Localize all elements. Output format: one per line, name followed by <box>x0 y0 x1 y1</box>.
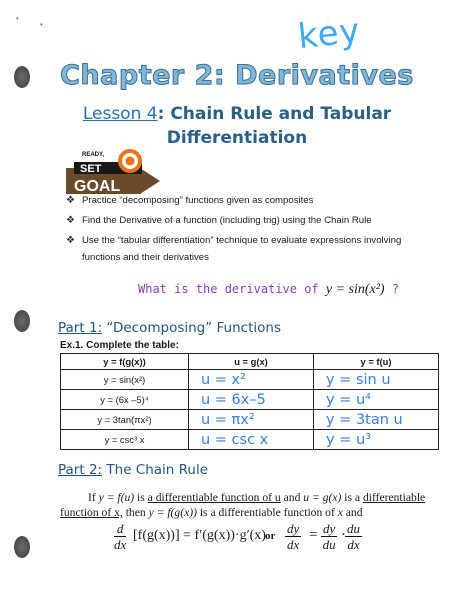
text-run: is <box>134 491 148 504</box>
text-run: then <box>122 506 149 519</box>
text-run: is a <box>341 491 363 504</box>
key-annotation: key <box>296 10 363 58</box>
question-prompt <box>138 282 399 298</box>
text-run: and <box>342 506 363 519</box>
numerator: dy <box>323 521 336 536</box>
dy-du-fraction <box>321 521 337 552</box>
goal-item <box>66 214 466 227</box>
diamond-bullet-icon: ❖ <box>66 195 75 206</box>
denominator: du <box>322 537 336 552</box>
table-header-row <box>61 354 439 370</box>
composite-function-cell: y = csc³ x <box>61 430 189 450</box>
question-math: y = sin(x²) <box>325 282 385 297</box>
binder-hole <box>14 310 30 332</box>
outer-function-answer: y = u⁴ <box>314 390 439 410</box>
question-text: What is the derivative of <box>138 282 319 296</box>
text-run: and <box>280 491 304 504</box>
lesson-heading <box>0 102 474 150</box>
text-run: If <box>88 491 99 504</box>
binder-hole <box>14 536 30 558</box>
numerator: d <box>114 521 126 537</box>
d-dx-fraction <box>114 521 126 552</box>
goal-item <box>66 234 466 247</box>
composite-function-cell: y = sin(x²) <box>61 370 189 390</box>
part2-heading <box>58 462 208 478</box>
column-header: u = g(x) <box>189 354 314 370</box>
denominator: dx <box>347 537 360 552</box>
goal-item <box>66 194 466 207</box>
goals-list <box>66 194 466 271</box>
denominator: dx <box>114 537 127 552</box>
table-row <box>61 390 439 410</box>
text-run: function of x, <box>60 506 123 519</box>
diamond-bullet-icon: ❖ <box>66 235 75 246</box>
question-mark: ? <box>384 282 400 296</box>
formula-dot: · <box>341 527 346 543</box>
logo-set-text: SET <box>80 163 102 175</box>
goal-text: Find the Derivative of a function (including trig) using the Chain Rule <box>82 215 372 226</box>
composite-function-cell: y = 3tan(πx²) <box>61 410 189 430</box>
column-header: y = f(u) <box>314 354 439 370</box>
part1-heading <box>58 320 281 336</box>
part1-title: “Decomposing” Functions <box>102 320 281 336</box>
numerator: dy <box>287 521 300 536</box>
decomposition-table <box>60 353 439 450</box>
math-run: y = f(g(x)) <box>148 506 197 519</box>
chapter-title: Chapter 2: Derivatives <box>60 60 414 91</box>
part2-title: The Chain Rule <box>102 462 209 478</box>
diamond-bullet-icon: ❖ <box>66 215 75 226</box>
part1-label: Part 1: <box>58 320 103 336</box>
math-run: x <box>337 506 343 519</box>
outer-function-answer: y = sin u <box>314 370 439 390</box>
text-run: a differentiable function of u <box>147 491 281 504</box>
numerator: du <box>347 521 360 536</box>
inner-function-answer: u = πx² <box>189 410 314 430</box>
lesson-colon: : <box>157 104 165 124</box>
outer-function-answer: y = u³ <box>314 430 439 450</box>
du-dx-fraction <box>345 521 362 552</box>
logo-goal-text: GOAL <box>74 178 121 194</box>
lesson-number: Lesson 4 <box>82 104 158 124</box>
table-row <box>61 410 439 430</box>
goal-text: Practice “decomposing” functions given as composites <box>82 195 314 206</box>
inner-function-answer: u = x² <box>189 370 314 390</box>
dy-dx-fraction <box>285 521 301 552</box>
lesson-title-line1: Chain Rule and Tabular <box>170 104 392 124</box>
math-run: y = f(u) <box>98 491 135 504</box>
inner-function-answer: u = csc x <box>189 430 314 450</box>
logo-ready-text: READY, <box>82 152 105 158</box>
math-run: u = g(x) <box>303 491 342 504</box>
dot-mark: • <box>40 20 43 29</box>
text-run: is a differentiable function of <box>196 506 338 519</box>
part2-label: Part 2: <box>58 462 103 478</box>
example-label: Ex.1. Complete the table: <box>60 340 179 351</box>
dot-mark: • <box>16 14 19 23</box>
text-run: differentiable <box>362 491 426 504</box>
ready-set-goal-logo <box>60 148 164 194</box>
table-row <box>61 370 439 390</box>
chain-rule-statement-line1 <box>88 491 425 504</box>
outer-function-answer: y = 3tan u <box>314 410 439 430</box>
lesson-title-line2: Differentiation <box>166 128 308 148</box>
formula-equals: = <box>309 527 318 543</box>
table-row <box>61 430 439 450</box>
goal-text: functions and their derivatives <box>82 252 209 263</box>
goal-text: Use the “tabular differentiation” technique to evaluate expressions involving <box>82 235 402 246</box>
goal-item-continued <box>66 251 466 264</box>
chain-rule-statement-line2 <box>60 506 363 519</box>
formula-expression: [f(g(x))] = f′(g(x))·g′(x) <box>133 528 266 543</box>
inner-function-answer: u = 6x–5 <box>189 390 314 410</box>
column-header: y = f(g(x)) <box>61 354 189 370</box>
composite-function-cell: y = (6x –5)⁴ <box>61 390 189 410</box>
denominator: dx <box>287 537 300 552</box>
formula-or: or <box>265 530 276 542</box>
